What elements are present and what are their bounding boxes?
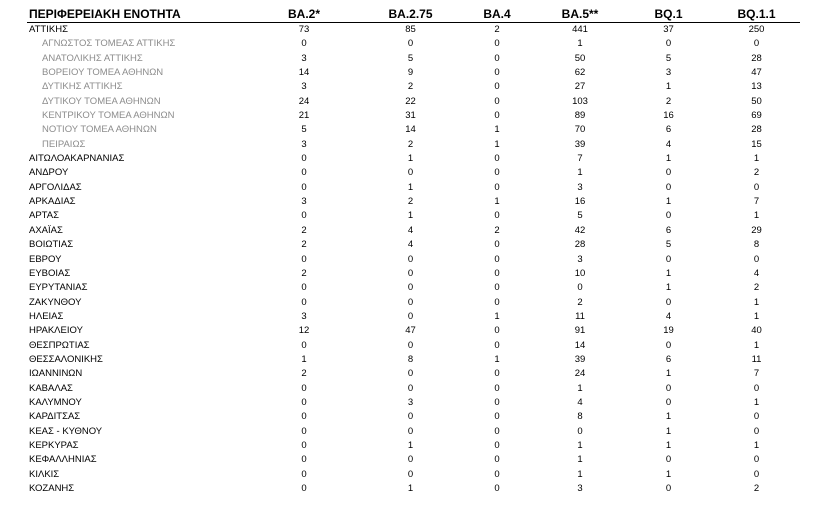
- cell-ba4: 0: [494, 483, 500, 494]
- cell-ba275: 5: [407, 52, 414, 64]
- cell-bq11: 28: [751, 124, 762, 136]
- region-name: ΘΕΣΠΡΩΤΙΑΣ: [29, 339, 90, 351]
- cell-bq11: 69: [751, 110, 762, 122]
- cell-ba4: 0: [494, 181, 500, 193]
- cell-ba4: 0: [494, 253, 500, 265]
- cell-ba275: 0: [407, 310, 414, 322]
- table-row: [27, 310, 800, 324]
- cell-ba5: 24: [574, 368, 586, 380]
- cell-ba4: 0: [494, 454, 500, 466]
- cell-ba2: 0: [301, 439, 307, 451]
- cell-bq1: 0: [665, 181, 672, 193]
- table-row: [27, 95, 800, 109]
- table-row: [27, 281, 800, 295]
- region-name: ΘΕΣΣΑΛΟΝΙΚΗΣ: [29, 353, 103, 365]
- cell-bq1: 1: [665, 368, 672, 380]
- cell-bq1: 16: [663, 110, 674, 122]
- header-bq11: BQ.1.1: [713, 6, 800, 23]
- region-name: ΚΕΑΣ - ΚΥΘΝΟΥ: [29, 425, 103, 437]
- cell-bq11: 15: [751, 138, 762, 150]
- cell-ba2: 24: [298, 95, 310, 107]
- cell-ba275: 0: [407, 267, 414, 279]
- cell-ba275: 9: [407, 67, 414, 79]
- cell-ba275: 2: [407, 138, 414, 150]
- cell-ba275: 14: [405, 124, 416, 136]
- cell-bq1: 3: [665, 67, 672, 79]
- cell-ba2: 3: [301, 138, 307, 150]
- sub-region-name: ΒΟΡΕΙΟΥ ΤΟΜΕΑ ΑΘΗΝΩΝ: [42, 67, 164, 79]
- table-row: [27, 138, 800, 152]
- cell-ba5: 14: [574, 339, 586, 351]
- cell-ba2: 21: [298, 110, 310, 122]
- cell-ba2: 0: [301, 483, 307, 494]
- cell-bq11: 7: [753, 368, 760, 380]
- region-name: ΗΛΕΙΑΣ: [29, 310, 64, 322]
- header-regional-unit: ΠΕΡΙΦΕΡΕΙΑΚΗ ΕΝΟΤΗΤΑ: [27, 6, 245, 23]
- cell-ba2: 14: [298, 67, 310, 79]
- table-row: [27, 52, 800, 66]
- cell-bq1: 1: [665, 153, 672, 165]
- cell-ba2: 0: [301, 411, 307, 423]
- cell-ba5: 16: [574, 196, 586, 208]
- table-row: [27, 339, 800, 353]
- cell-bq11: 1: [753, 339, 760, 351]
- sub-region-name: ΝΟΤΙΟΥ ΤΟΜΕΑ ΑΘΗΝΩΝ: [42, 124, 157, 136]
- cell-bq11: 0: [753, 181, 760, 193]
- cell-bq11: 28: [751, 52, 762, 64]
- cell-bq1: 6: [665, 224, 672, 236]
- region-name: ΕΥΡΥΤΑΝΙΑΣ: [29, 282, 88, 294]
- cell-ba5: 0: [577, 425, 583, 437]
- cell-ba2: 12: [298, 325, 310, 337]
- sub-region-name: ΑΝΑΤΟΛΙΚΗΣ ΑΤΤΙΚΗΣ: [42, 52, 143, 64]
- cell-ba4: 0: [494, 282, 500, 294]
- cell-bq1: 1: [665, 267, 672, 279]
- cell-bq1: 0: [665, 454, 672, 466]
- cell-bq1: 1: [665, 439, 672, 451]
- cell-ba4: 2: [494, 24, 500, 35]
- table-row: [27, 396, 800, 410]
- cell-bq1: 0: [665, 339, 672, 351]
- cell-ba4: 0: [494, 52, 500, 64]
- cell-bq11: 0: [753, 468, 760, 480]
- table-row: [27, 453, 800, 467]
- table-row: [27, 109, 800, 123]
- cell-ba5: 11: [575, 310, 585, 322]
- cell-ba2: 2: [301, 239, 307, 251]
- cell-ba5: 70: [574, 124, 586, 136]
- region-name: ΚΕΦΑΛΛΗΝΙΑΣ: [29, 454, 97, 466]
- cell-ba275: 1: [407, 181, 414, 193]
- cell-ba4: 0: [494, 267, 500, 279]
- cell-ba2: 73: [298, 24, 310, 35]
- table-row: [27, 80, 800, 94]
- sub-region-name: ΔΥΤΙΚΗΣ ΑΤΤΙΚΗΣ: [42, 81, 123, 93]
- cell-bq11: 7: [753, 196, 760, 208]
- cell-bq1: 0: [665, 296, 672, 308]
- cell-ba4: 1: [494, 138, 500, 150]
- cell-bq1: 19: [663, 325, 674, 337]
- cell-bq11: 13: [751, 81, 762, 93]
- cell-ba5: 42: [574, 224, 586, 236]
- cell-bq11: 2: [753, 282, 760, 294]
- cell-ba275: 31: [405, 110, 416, 122]
- cell-ba2: 2: [301, 368, 307, 380]
- cell-ba4: 0: [494, 38, 500, 50]
- cell-ba4: 0: [494, 468, 500, 480]
- cell-bq1: 0: [665, 253, 672, 265]
- cell-ba2: 1: [301, 353, 307, 365]
- cell-bq11: 1: [753, 439, 760, 451]
- cell-ba275: 1: [407, 483, 414, 494]
- cell-bq1: 1: [665, 196, 672, 208]
- cell-ba2: 0: [301, 425, 307, 437]
- cell-ba5: 4: [577, 396, 583, 408]
- cell-bq1: 5: [665, 239, 672, 251]
- region-name: ΑΡΚΑΔΙΑΣ: [29, 196, 76, 208]
- region-name: ΒΟΙΩΤΙΑΣ: [29, 239, 74, 251]
- region-name: ΕΥΒΟΙΑΣ: [29, 267, 71, 279]
- cell-ba2: 0: [301, 38, 307, 50]
- cell-bq1: 6: [665, 124, 672, 136]
- cell-bq11: 0: [753, 454, 760, 466]
- cell-ba275: 0: [407, 454, 414, 466]
- cell-bq11: 8: [753, 239, 760, 251]
- cell-ba275: 85: [405, 24, 416, 35]
- cell-bq1: 0: [665, 483, 672, 494]
- cell-ba2: 0: [301, 296, 307, 308]
- cell-ba2: 0: [301, 153, 307, 165]
- cell-ba2: 3: [301, 196, 307, 208]
- cell-ba2: 0: [301, 210, 307, 222]
- cell-bq11: 2: [753, 167, 760, 179]
- cell-ba4: 0: [494, 339, 500, 351]
- cell-bq11: 50: [751, 95, 762, 107]
- cell-ba2: 3: [301, 52, 307, 64]
- region-name: ΚΑΡΔΙΤΣΑΣ: [29, 411, 81, 423]
- cell-ba2: 0: [301, 339, 307, 351]
- cell-ba5: 91: [574, 325, 586, 337]
- cell-ba5: 5: [577, 210, 583, 222]
- region-name: ΙΩΑΝΝΙΝΩΝ: [29, 368, 83, 380]
- cell-ba4: 0: [494, 239, 500, 251]
- sub-region-name: ΠΕΙΡΑΙΩΣ: [42, 138, 86, 150]
- cell-ba2: 3: [301, 310, 307, 322]
- cell-ba4: 1: [494, 124, 500, 136]
- table-row: [27, 482, 800, 496]
- cell-ba275: 0: [407, 38, 414, 50]
- cell-ba5: 1: [577, 38, 583, 50]
- cell-ba4: 1: [494, 310, 500, 322]
- cell-ba4: 0: [494, 110, 500, 122]
- cell-ba5: 8: [577, 411, 583, 423]
- cell-ba4: 0: [494, 396, 500, 408]
- cell-ba275: 2: [407, 81, 414, 93]
- cell-bq11: 0: [753, 425, 760, 437]
- cell-ba4: 2: [494, 224, 500, 236]
- variant-table-container: [27, 6, 800, 496]
- cell-ba2: 0: [301, 382, 307, 394]
- cell-ba5: 89: [574, 110, 586, 122]
- cell-bq11: 1: [753, 310, 760, 322]
- cell-ba5: 1: [577, 454, 583, 466]
- cell-ba2: 3: [301, 81, 307, 93]
- cell-bq1: 0: [665, 210, 672, 222]
- cell-ba275: 47: [405, 325, 416, 337]
- cell-ba275: 0: [407, 468, 414, 480]
- table-row: [27, 195, 800, 209]
- table-row: [27, 209, 800, 223]
- cell-ba275: 8: [407, 353, 414, 365]
- cell-ba2: 0: [301, 181, 307, 193]
- table-body: [27, 23, 800, 497]
- cell-ba2: 0: [301, 396, 307, 408]
- cell-bq1: 4: [665, 310, 672, 322]
- header-ba4: BA.4: [458, 6, 536, 23]
- cell-bq1: 0: [665, 167, 672, 179]
- cell-ba5: 103: [572, 95, 588, 107]
- cell-ba275: 1: [407, 153, 414, 165]
- sub-region-name: ΚΕΝΤΡΙΚΟΥ ΤΟΜΕΑ ΑΘΗΝΩΝ: [42, 110, 175, 122]
- cell-bq1: 1: [665, 425, 672, 437]
- region-name: ΖΑΚΥΝΘΟΥ: [29, 296, 82, 308]
- cell-bq1: 0: [665, 38, 672, 50]
- cell-ba5: 7: [577, 153, 583, 165]
- cell-ba275: 0: [407, 425, 414, 437]
- cell-ba4: 0: [494, 439, 500, 451]
- table-row: [27, 410, 800, 424]
- cell-ba2: 2: [301, 267, 307, 279]
- table-row: [27, 353, 800, 367]
- table-row: [27, 267, 800, 281]
- cell-ba275: 0: [407, 382, 414, 394]
- cell-ba5: 62: [574, 67, 586, 79]
- cell-ba275: 1: [407, 439, 414, 451]
- region-name: ΗΡΑΚΛΕΙΟΥ: [29, 325, 83, 337]
- table-row: [27, 181, 800, 195]
- cell-ba275: 3: [407, 396, 414, 408]
- cell-bq1: 1: [665, 282, 672, 294]
- region-name: ΚΑΛΥΜΝΟΥ: [29, 396, 82, 408]
- region-name: ΚΙΛΚΙΣ: [29, 468, 60, 480]
- cell-bq11: 29: [751, 224, 762, 236]
- cell-bq11: 1: [753, 396, 760, 408]
- cell-bq11: 250: [748, 24, 765, 35]
- cell-ba4: 0: [494, 153, 500, 165]
- cell-ba4: 0: [494, 167, 500, 179]
- header-ba2: BA.2*: [245, 6, 363, 23]
- region-name: ΑΡΓΟΛΙΔΑΣ: [29, 181, 82, 193]
- cell-bq1: 6: [665, 353, 672, 365]
- cell-ba5: 39: [574, 138, 586, 150]
- cell-ba4: 0: [494, 411, 500, 423]
- cell-bq11: 0: [753, 38, 760, 50]
- cell-bq1: 1: [665, 468, 672, 480]
- cell-ba4: 0: [494, 368, 500, 380]
- region-name: ΑΙΤΩΛΟΑΚΑΡΝΑΝΙΑΣ: [29, 153, 125, 165]
- cell-ba275: 0: [407, 167, 414, 179]
- cell-ba5: 3: [577, 483, 583, 494]
- cell-bq11: 0: [753, 382, 760, 394]
- header-bq1: BQ.1: [624, 6, 713, 23]
- cell-ba2: 5: [301, 124, 307, 136]
- cell-ba4: 0: [494, 325, 500, 337]
- cell-bq1: 4: [665, 138, 672, 150]
- cell-ba4: 0: [494, 81, 500, 93]
- cell-bq11: 40: [751, 325, 762, 337]
- cell-bq11: 0: [753, 253, 760, 265]
- cell-ba4: 0: [494, 210, 500, 222]
- region-name: ΑΤΤΙΚΗΣ: [29, 24, 68, 35]
- cell-bq11: 2: [753, 483, 760, 494]
- region-name: ΑΝΔΡΟΥ: [29, 167, 69, 179]
- cell-ba5: 441: [572, 24, 588, 35]
- cell-ba5: 1: [577, 382, 583, 394]
- table-row: [27, 66, 800, 80]
- cell-bq1: 2: [665, 95, 672, 107]
- table-row: [27, 439, 800, 453]
- cell-ba4: 0: [494, 296, 500, 308]
- cell-bq1: 1: [665, 81, 672, 93]
- region-name: ΚΕΡΚΥΡΑΣ: [29, 439, 79, 451]
- region-name: ΑΧΑΪΑΣ: [29, 224, 63, 236]
- cell-bq11: 1: [753, 153, 760, 165]
- region-name: ΕΒΡΟΥ: [29, 253, 62, 265]
- cell-ba5: 3: [577, 253, 583, 265]
- cell-bq1: 5: [665, 52, 672, 64]
- cell-ba275: 0: [407, 368, 414, 380]
- cell-ba2: 0: [301, 253, 307, 265]
- cell-ba5: 3: [577, 181, 583, 193]
- cell-ba5: 10: [574, 267, 586, 279]
- table-row: [27, 123, 800, 137]
- cell-bq11: 4: [753, 267, 760, 279]
- header-row: [27, 6, 800, 23]
- cell-ba5: 28: [574, 239, 586, 251]
- table-row: [27, 224, 800, 238]
- header-ba5: BA.5**: [536, 6, 624, 23]
- cell-ba5: 1: [577, 468, 583, 480]
- cell-ba5: 39: [574, 353, 586, 365]
- cell-bq11: 47: [751, 67, 762, 79]
- table-header: [27, 6, 800, 23]
- table-row: [27, 253, 800, 267]
- table-row: [27, 367, 800, 381]
- cell-ba275: 4: [407, 224, 414, 236]
- table-row: [27, 37, 800, 51]
- cell-bq11: 1: [753, 296, 760, 308]
- cell-ba4: 0: [494, 95, 500, 107]
- cell-ba275: 0: [407, 339, 414, 351]
- cell-ba4: 0: [494, 425, 500, 437]
- region-name: ΑΡΤΑΣ: [29, 210, 59, 222]
- table-row: [27, 468, 800, 482]
- cell-ba2: 0: [301, 167, 307, 179]
- cell-ba275: 0: [407, 282, 414, 294]
- cell-ba2: 2: [301, 224, 307, 236]
- cell-ba4: 1: [494, 196, 500, 208]
- table-row: [27, 382, 800, 396]
- cell-bq1: 1: [665, 411, 672, 423]
- cell-bq1: 0: [665, 382, 672, 394]
- cell-bq11: 0: [753, 411, 760, 423]
- cell-ba5: 1: [577, 439, 583, 451]
- cell-ba275: 0: [407, 253, 414, 265]
- cell-ba4: 0: [494, 67, 500, 79]
- table-row: [27, 166, 800, 180]
- cell-ba5: 1: [577, 167, 583, 179]
- sub-region-name: ΑΓΝΩΣΤΟΣ ΤΟΜΕΑΣ ΑΤΤΙΚΗΣ: [42, 38, 176, 50]
- table-row: [27, 324, 800, 338]
- cell-ba2: 0: [301, 282, 307, 294]
- cell-ba5: 50: [574, 52, 586, 64]
- cell-ba275: 2: [407, 196, 414, 208]
- header-ba275: BA.2.75: [363, 6, 458, 23]
- cell-bq1: 37: [663, 24, 674, 35]
- cell-ba275: 0: [407, 411, 414, 423]
- cell-ba4: 0: [494, 382, 500, 394]
- variant-table: [27, 6, 800, 496]
- table-row: [27, 238, 800, 252]
- cell-bq11: 1: [753, 210, 760, 222]
- cell-ba5: 2: [577, 296, 583, 308]
- cell-ba275: 22: [405, 95, 416, 107]
- table-row: [27, 296, 800, 310]
- cell-ba5: 0: [577, 282, 583, 294]
- region-name: ΚΟΖΑΝΗΣ: [29, 483, 75, 494]
- table-row: [27, 152, 800, 166]
- cell-bq1: 0: [665, 396, 672, 408]
- cell-ba275: 0: [407, 296, 414, 308]
- cell-ba5: 27: [574, 81, 586, 93]
- region-name: ΚΑΒΑΛΑΣ: [29, 382, 73, 394]
- cell-ba4: 1: [494, 353, 500, 365]
- table-row: [27, 23, 800, 38]
- cell-ba2: 0: [301, 468, 307, 480]
- cell-ba2: 0: [301, 454, 307, 466]
- cell-ba275: 1: [407, 210, 414, 222]
- cell-ba275: 4: [407, 239, 414, 251]
- sub-region-name: ΔΥΤΙΚΟΥ ΤΟΜΕΑ ΑΘΗΝΩΝ: [42, 95, 161, 107]
- table-row: [27, 425, 800, 439]
- cell-bq11: 11: [751, 353, 762, 365]
